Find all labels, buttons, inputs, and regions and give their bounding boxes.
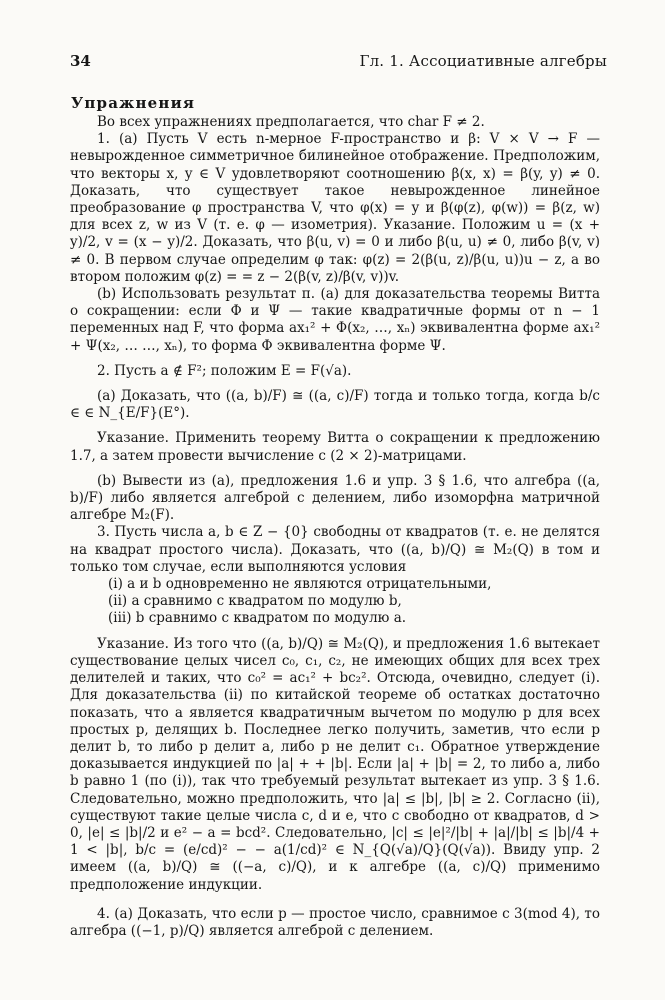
conditions-list	[108, 576, 600, 628]
exercise-1a: 1. (a) Пусть V есть n-мерное F-пространство и β: V × V → F — невырожденное симметричное билинейное отображение. Предположим, что векторы x, y ∈ V удовлетворяют соотношению β(x, x) = β(y, y) ≠ 0. Доказать, что существует такое невырожденное линейное преобразование φ пространства V, что φ(x) = y и β(φ(z), φ(w)) = β(z, w) для всех z, w из V (т. е. φ — изометрия). Указание. Положим u = (x + y)/2, v = (x − y)/2. Доказать, что β(u, v) = 0 и либо β(u, u) ≠ 0, либо β(v, v) ≠ 0. В первом случае определим φ так: φ(z) = 2(β(u, z)/β(u, u))u − z, а во втором положим φ(z) = = z − 2(β(v, z)/β(v, v))v.	[70, 131, 600, 285]
exercise-3: 3. Пусть числа a, b ∈ Z − {0} свободны от квадратов (т. е. не делятся на квадрат простого числа). Доказать, что ((a, b)/Q) ≅ M₂(Q) в том и только том случае, если выполняются условия	[70, 524, 600, 575]
exercise-1b: (b) Использовать результат п. (a) для доказательства теоремы Витта о сокращении: если Φ и Ψ — такие квадратичные формы от n − 1 переменных над F, что форма ax₁² + Φ(x₂, …, xₙ) эквивалентна форме ax₁² + Ψ(x₂, … …, xₙ), то форма Φ эквивалентна форме Ψ.	[70, 286, 600, 354]
exercise-2a: (a) Доказать, что ((a, b)/F) ≅ ((a, c)/F) тогда и только тогда, когда b/c ∈ ∈ N_{E/F}(E°).	[70, 388, 600, 422]
exercise-2a-hint: Указание. Применить теорему Витта о сокращении к предложению 1.7, а затем провести вычисление с (2 × 2)-матрицами.	[70, 430, 600, 464]
paragraph-assumption: Во всех упражнениях предполагается, что char F ≠ 2.	[97, 114, 485, 130]
running-title: Гл. 1. Ассоциативные алгебры	[359, 52, 607, 70]
page-number: 34	[70, 52, 91, 70]
exercise-3-hint: Указание. Из того что ((a, b)/Q) ≅ M₂(Q), и предложения 1.6 вытекает существование целых чисел c₀, c₁, c₂, не имеющих общих для всех трех делителей и таких, что c₀² = ac₁² + bc₂². Отсюда, очевидно, следует (i). Для доказательства (ii) по китайской теореме об остатках достаточно показать, что a является квадратичным вычетом по модулю p для всех простых p, делящих b. Последнее легко получить, заметив, что если p делит b, то либо p делит a, либо p не делит c₁. Обратное утверждение доказывается индукцией по |a| + + |b|. Если |a| + |b| = 2, то либо a, либо b равно 1 (по (i)), так что требуемый результат вытекает из упр. 3 § 1.6. Следовательно, можно предположить, что |a| ≤ |b|, |b| ≥ 2. Согласно (ii), существуют такие целые числа c, d и e, что c свободно от квадратов, d > 0, |e| ≤ |b|/2 и e² − a = bcd². Следовательно, |c| ≤ |e|²/|b| + |a|/|b| ≤ |b|/4 + 1 < |b|, b/c = (e/cd)² − − a(1/cd)² ∈ N_{Q(√a)/Q}(Q(√a)). Ввиду упр. 2 имеем ((a, b)/Q) ≅ ((−a, c)/Q), и к алгебре ((a, c)/Q) применимо предположение индукции.	[70, 635, 600, 893]
exercise-2: 2. Пусть a ∉ F²; положим E = F(√a).	[97, 362, 352, 379]
condition-ii: (ii) a сравнимо с квадратом по модулю b,	[108, 593, 402, 610]
exercise-2b: (b) Вывести из (a), предложения 1.6 и упр. 3 § 1.6, что алгебра ((a, b)/F) либо является алгеброй с делением, либо изоморфна матричной алгебре M₂(F).	[70, 472, 600, 524]
section-title: Упражнения	[71, 94, 196, 112]
condition-i: (i) a и b одновременно не являются отрицательными,	[108, 576, 492, 593]
exercises-text	[70, 114, 600, 940]
running-header	[70, 52, 607, 74]
condition-iii: (iii) b сравнимо с квадратом по модулю a.	[108, 610, 407, 627]
exercise-4a: 4. (a) Доказать, что если p — простое число, сравнимое с 3(mod 4), то алгебра ((−1, p)/Q) является алгеброй с делением.	[70, 905, 600, 939]
